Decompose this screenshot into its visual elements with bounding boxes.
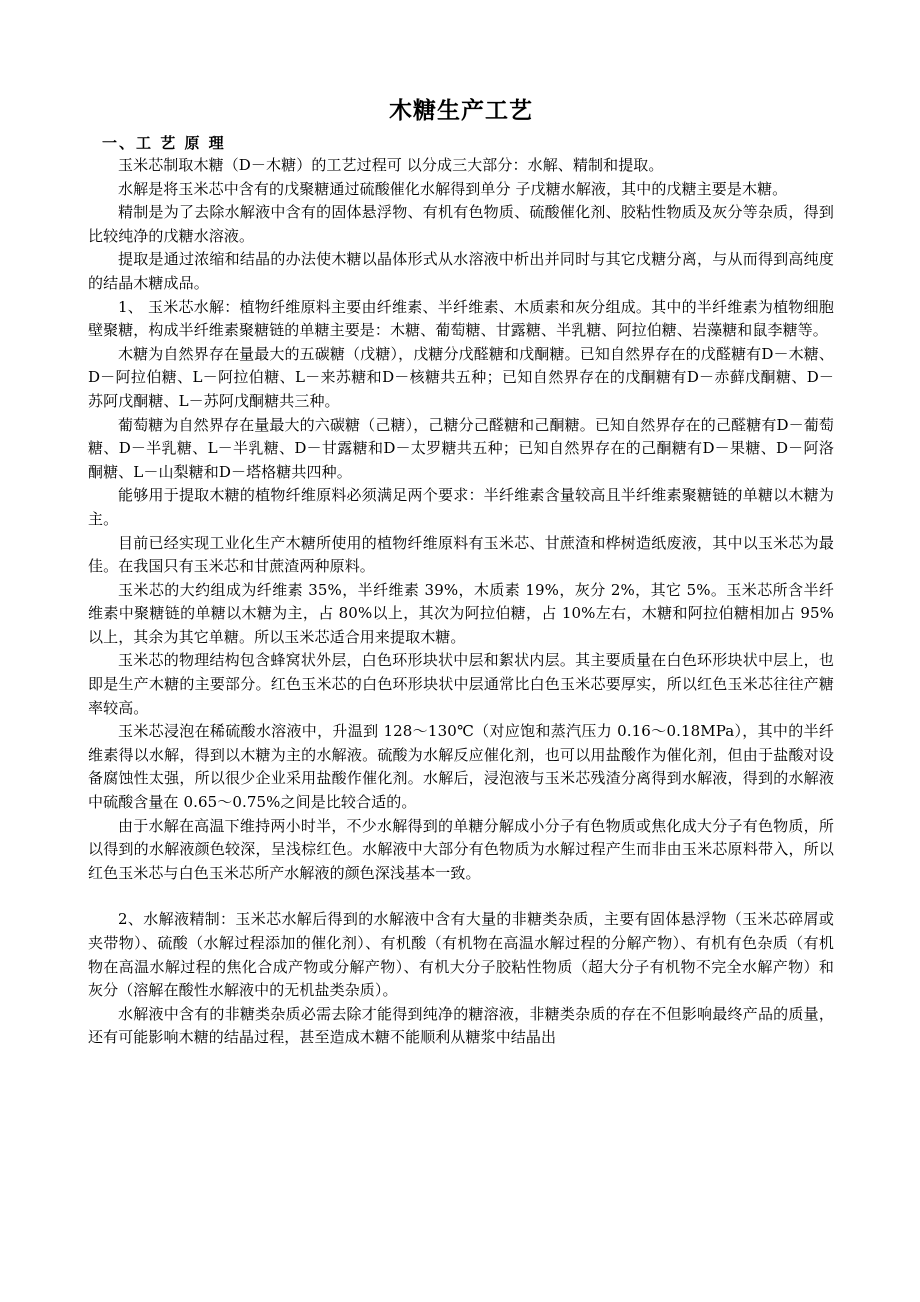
paragraph-13: 由于水解在高温下维持两小时半，不少水解得到的单糖分解成小分子有色物质或焦化成大分子有色物质，所以得到的水解液颜色较深，呈浅棕红色。水解液中大部分有色物质为水解过程产生而非由玉米芯原料带入，所以红色玉米芯与白色玉米芯所产水解液的颜色深浅基本一致。	[88, 816, 834, 882]
paragraph-1: 玉米芯制取木糖（D－木糖）的工艺过程可 以分成三大部分：水解、精制和提取。	[118, 156, 664, 174]
paragraph-5: 1、 玉米芯水解：植物纤维原料主要由纤维素、半纤维素、木质素和灰分组成。其中的半纤维素为植物细胞壁聚糖，构成半纤维素聚糖链的单糖主要是：木糖、葡萄糖、甘露糖、半乳糖、阿拉伯糖、岩藻糖和鼠李糖等。	[88, 297, 834, 340]
paragraph-15: 水解液中含有的非糖类杂质必需去除才能得到纯净的糖溶液，非糖类杂质的存在不但影响最终产品的质量，还有可能影响木糖的结晶过程，甚至造成木糖不能顺利从糖浆中结晶出	[88, 1004, 834, 1047]
paragraph-8: 能够用于提取木糖的植物纤维原料必须满足两个要求：半纤维素含量较高且半纤维素聚糖链的单糖以木糖为主。	[88, 486, 834, 528]
paragraph-spacer	[88, 885, 834, 908]
paragraph-3: 精制是为了去除水解液中含有的固体悬浮物、有机有色物质、硫酸催化剂、胶粘性物质及灰分等杂质，得到比较纯净的戊糖水溶液。	[88, 203, 834, 245]
paragraph-7: 葡萄糖为自然界存在量最大的六碳糖（己糖），己糖分己醛糖和己酮糖。已知自然界存在的己醛糖有D－葡萄糖、D－半乳糖、L－半乳糖、D－甘露糖和D－太罗糖共五种；已知自然界存在的己酮糖有D－果糖、D－阿洛酮糖、L－山梨糖和D－塔格糖共四种。	[88, 415, 834, 481]
document-title: 木糖生产工艺	[389, 98, 533, 124]
document-page	[88, 96, 834, 1050]
paragraph-12: 玉米芯浸泡在稀硫酸水溶液中，升温到 128～130℃（对应饱和蒸汽压力 0.16～0.18MPa），其中的半纤维素得以水解，得到以木糖为主的水解液。硫酸为水解反应催化剂，也可以用盐酸作为催化剂，但由于盐酸对设备腐蚀性太强，所以很少企业采用盐酸作催化剂。水解后，浸泡液与玉米芯残渣分离得到水解液，得到的水解液中硫酸含量在 0.65～0.75%之间是比较合适的。	[88, 722, 834, 812]
paragraph-2: 水解是将玉米芯中含有的戊聚糖通过硫酸催化水解得到单分 子戊糖水解液，其中的戊糖主要是木糖。	[118, 179, 788, 198]
paragraph-14: 2、水解液精制：玉米芯水解后得到的水解液中含有大量的非糖类杂质，主要有固体悬浮物（玉米芯碎屑或夹带物）、硫酸（水解过程添加的催化剂）、有机酸（有机物在高温水解过程的分解产物）、有机有色杂质（有机物在高温水解过程的焦化合成产物或分解产物）、有机大分子胶粘性物质（超大分子有机物不完全水解产物）和灰分（溶解在酸性水解液中的无机盐类杂质）。	[88, 910, 834, 1000]
paragraph-4: 提取是通过浓缩和结晶的办法使木糖以晶体形式从水溶液中析出并同时与其它戊糖分离，与从而得到高纯度的结晶木糖成品。	[88, 250, 834, 292]
paragraph-11: 玉米芯的物理结构包含蜂窝状外层，白色环形块状中层和絮状内层。其主要质量在白色环形块状中层上，也即是生产木糖的主要部分。红色玉米芯的白色环形块状中层通常比白色玉米芯要厚实，所以红色玉米芯往往产糖率较高。	[88, 651, 834, 717]
paragraph-9: 目前已经实现工业化生产木糖所使用的植物纤维原料有玉米芯、甘蔗渣和桦树造纸废液，其中以玉米芯为最佳。在我国只有玉米芯和甘蔗渣两种原料。	[88, 533, 834, 576]
paragraph-6: 木糖为自然界存在量最大的五碳糖（戊糖），戊糖分戊醛糖和戊酮糖。已知自然界存在的戊醛糖有D－木糖、D－阿拉伯糖、L－阿拉伯糖、L－来苏糖和D－核糖共五种；已知自然界存在的戊酮糖有D－赤藓戊酮糖、D－苏阿戊酮糖、L－苏阿戊酮糖共三种。	[88, 344, 834, 410]
paragraph-10: 玉米芯的大约组成为纤维素 35%，半纤维素 39%，木质素 19%，灰分 2%，其它 5%。玉米芯所含半纤维素中聚糖链的单糖以木糖为主，占 80%以上，其次为阿拉伯糖，占 10%左右，木糖和阿拉伯糖相加占 95%以上，其余为其它单糖。所以玉米芯适合用来提取木糖。	[88, 580, 834, 646]
section-heading-principle: 一、工 艺 原 理	[102, 134, 226, 152]
